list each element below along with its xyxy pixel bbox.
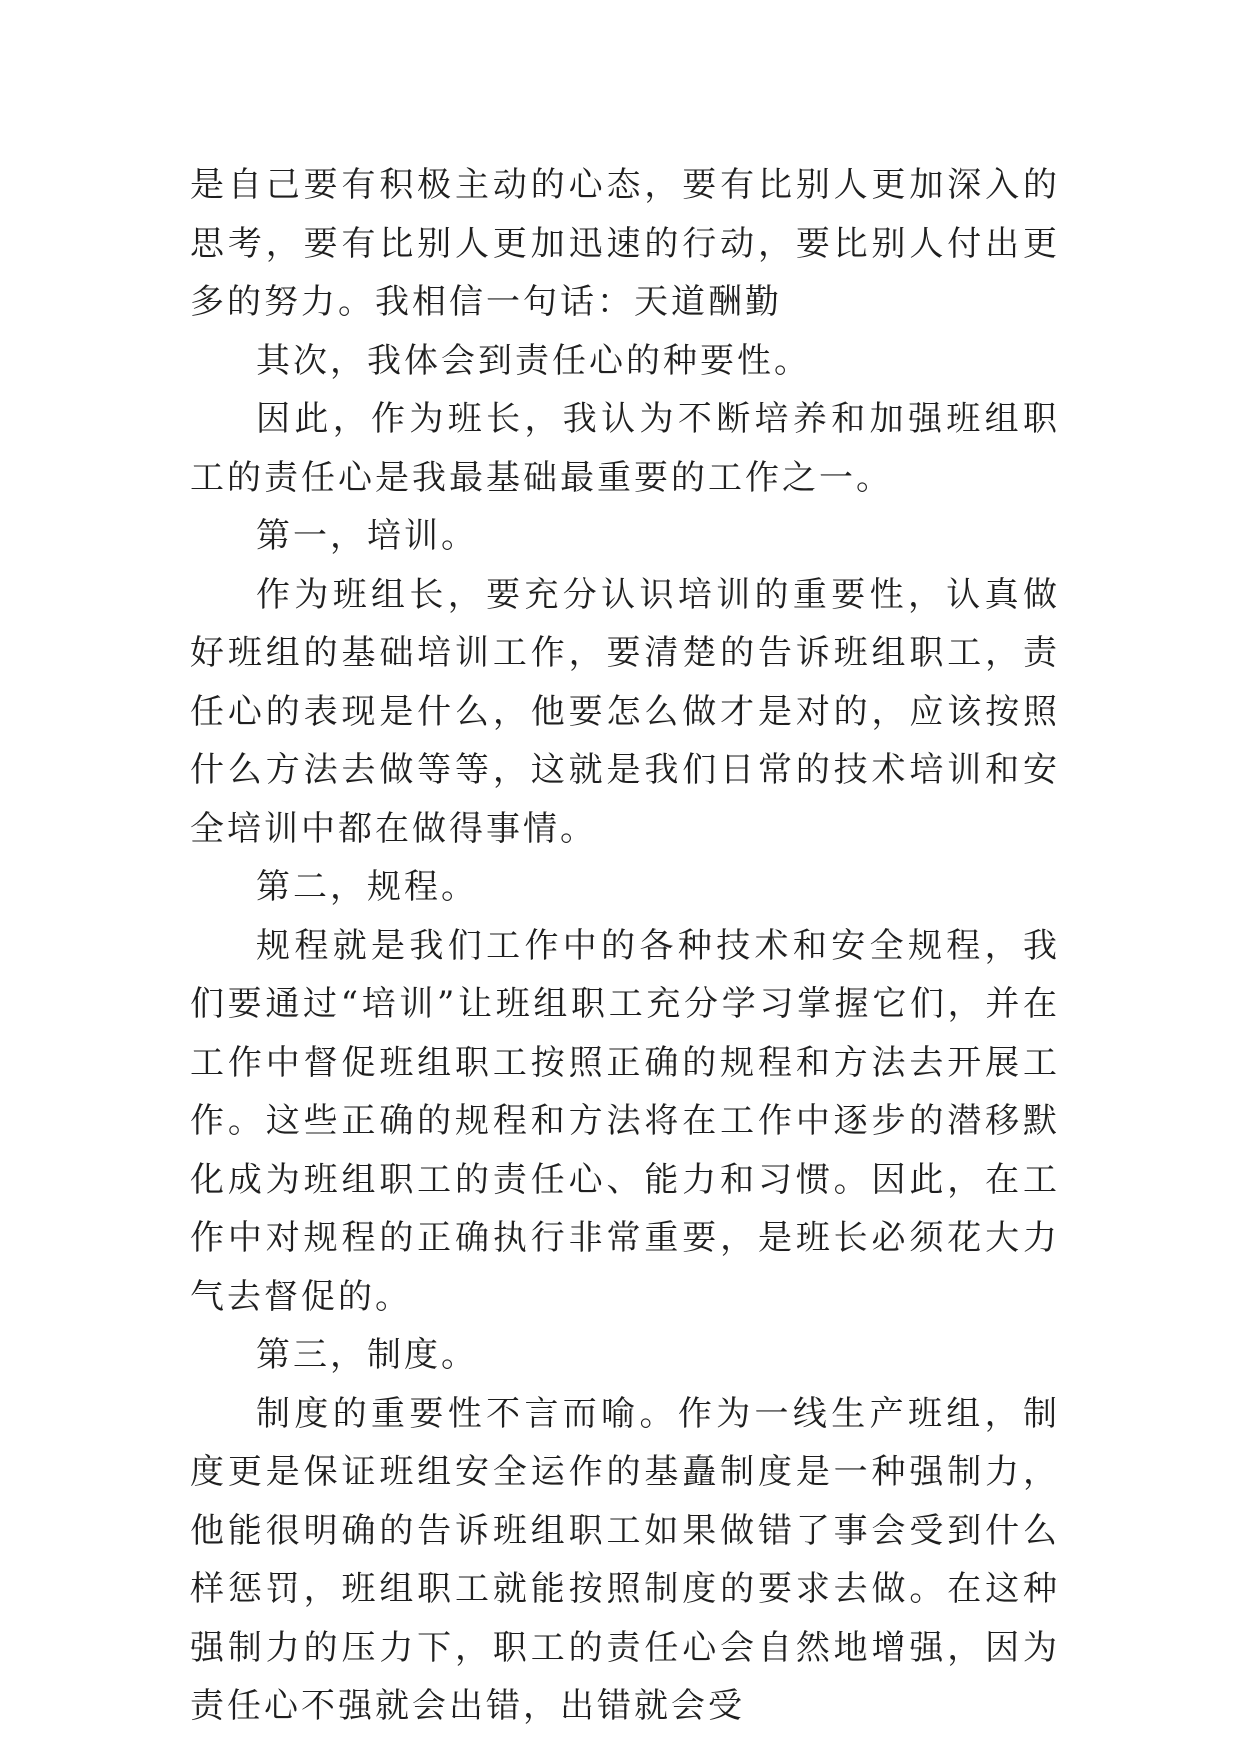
paragraph-2: 其次，我体会到责任心的种要性。 [256,340,811,381]
paragraph-8-heading-system: 第三，制度。 [256,1335,478,1375]
paragraph-6-heading-regulations: 第二，规程。 [256,867,478,907]
paragraph-4-heading-training: 第一，培训。 [256,516,478,556]
paragraph-9: 制度的重要性不言而喻。作为一线生产班组，制度更是保证班组安全运作的基矗制度是一种强制力，他能很明确的告诉班组职工如果做错了事会受到什么样惩罚，班组职工就能按照制度的要求去做。在这种强制力的压力下，职工的责任心会自然地增强，因为责任心不强就会出错，出错就会受 [190,1393,1060,1726]
paragraph-5: 作为班组长，要充分认识培训的重要性，认真做好班组的基础培训工作，要清楚的告诉班组职工，责任心的表现是什么，他要怎么做才是对的，应该按照什么方法去做等等，这就是我们日常的技术培训和安全培训中都在做得事情。 [190,574,1060,849]
document-body [190,156,1060,1736]
paragraph-3: 因此，作为班长，我认为不断培养和加强班组职工的责任心是我最基础最重要的工作之一。 [190,399,1060,498]
paragraph-1: 是自己要有积极主动的心态，要有比别人更加深入的思考，要有比别人更加迅速的行动，要比别人付出更多的努力。我相信一句话：天道酬勤 [190,165,1060,322]
paragraph-7: 规程就是我们工作中的各种技术和安全规程，我们要通过“培训”让班组职工充分学习掌握它们，并在工作中督促班组职工按照正确的规程和方法去开展工作。这些正确的规程和方法将在工作中逐步的潜移默化成为班组职工的责任心、能力和习惯。因此，在工作中对规程的正确执行非常重要，是班长必须花大力气去督促的。 [190,925,1060,1317]
